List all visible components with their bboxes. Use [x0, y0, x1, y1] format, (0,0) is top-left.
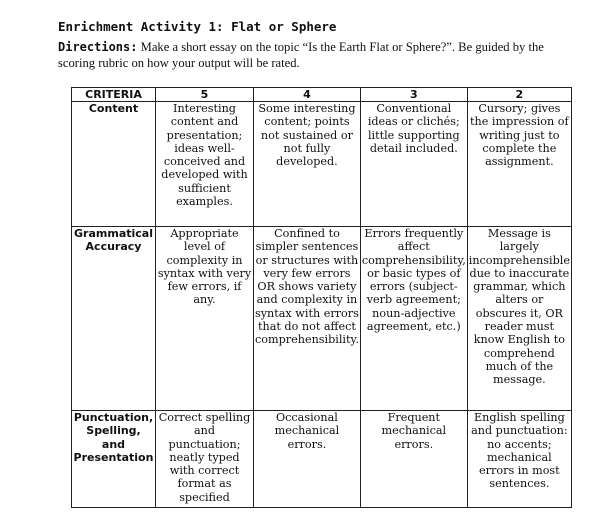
grammar-score-3: Errors frequently affect comprehensibility, or basic types of errors (subject-verb agreement; noun-adjective agreement, etc.)	[360, 227, 467, 411]
header-score-3: 3	[360, 88, 467, 102]
content-score-5: Interesting content and presentation; ideas well-conceived and developed with sufficient examples.	[156, 102, 254, 227]
criteria-grammatical-accuracy: Grammatical Accuracy	[72, 227, 156, 411]
scoring-rubric-table	[71, 87, 572, 508]
criteria-content: Content	[72, 102, 156, 227]
directions-label: Directions:	[58, 40, 138, 54]
punctuation-score-5: Correct spelling and punctuation; neatly typed with correct format as specified	[156, 411, 254, 508]
header-criteria: CRITERIA	[72, 88, 156, 102]
content-score-2: Cursory; gives the impression of writing just to complete the assignment.	[467, 102, 571, 227]
content-score-4: Some interesting content; points not sustained or not fully developed.	[254, 102, 361, 227]
grammar-score-2: Message is largely incomprehensible due to inaccurate grammar, which alters or obscures it, OR reader must know English to comprehend much of the message.	[467, 227, 571, 411]
punctuation-score-4: Occasional mechanical errors.	[254, 411, 361, 508]
rubric-header-row	[72, 88, 572, 102]
punctuation-score-3: Frequent mechanical errors.	[360, 411, 467, 508]
content-score-3: Conventional ideas or clichés; little supporting detail included.	[360, 102, 467, 227]
punctuation-score-2: English spelling and punctuation: no accents; mechanical errors in most sentences.	[467, 411, 571, 508]
header-score-5: 5	[156, 88, 254, 102]
rubric-row-content	[72, 102, 572, 227]
grammar-score-5: Appropriate level of complexity in syntax with very few errors, if any.	[156, 227, 254, 411]
header-score-4: 4	[254, 88, 361, 102]
header-score-2: 2	[467, 88, 571, 102]
rubric-row-punctuation	[72, 411, 572, 508]
activity-title: Enrichment Activity 1: Flat or Sphere	[58, 19, 337, 34]
grammar-score-4: Confined to simpler sentences or structures with very few errors OR shows variety and complexity in syntax with errors that do not affect comprehensibility.	[254, 227, 361, 411]
directions-text: Make a short essay on the topic “Is the Earth Flat or Sphere?”. Be guided by the scoring rubric on how your output will be rated.	[58, 40, 544, 70]
rubric-row-grammatical-accuracy	[72, 227, 572, 411]
directions-paragraph	[58, 39, 564, 71]
criteria-punctuation-spelling-presentation: Punctuation, Spelling, and Presentation	[72, 411, 156, 508]
